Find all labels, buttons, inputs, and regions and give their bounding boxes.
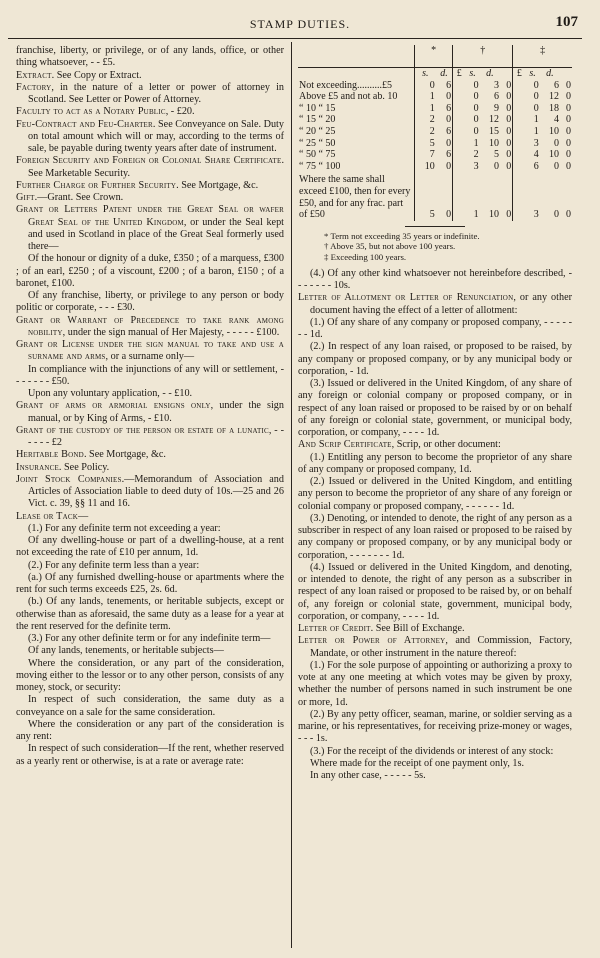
rate-cell (453, 114, 466, 126)
rate-cell: 4 (554, 114, 560, 126)
rate-cell: 0 (506, 79, 512, 91)
left-paragraph: In respect of such consideration, the same duty as a conveyance on a sale for the same consideration. (16, 694, 284, 718)
rate-cell: 0 (554, 209, 560, 221)
left-entry: Faculty to act as a Notary Public, - £20. (16, 106, 195, 118)
rate-cell: 15 (489, 125, 499, 137)
rate-cell: 18 (549, 102, 560, 114)
entry-headword: Heritable Bond (16, 449, 84, 461)
rate-cell (513, 138, 526, 150)
entry-headword: Joint Stock Companies (16, 473, 122, 485)
left-paragraph: Of any franchise, liberty, or privilege to any person or body politic or corporate, - - - £30. (16, 290, 284, 314)
rate-cell: 0 (554, 160, 560, 172)
rate-cell: 0 (446, 160, 452, 172)
left-paragraph: Where the consideration or any part of the consideration is any rent: (16, 718, 284, 742)
left-paragraph: Of the honour or dignity of a duke, £350 ; of a marquess, £300 ; of an earl, £250 ; of a viscount, £200 ; of a baron, £150 ; of a baronet, £100. (16, 253, 284, 289)
notes-rule (405, 226, 465, 227)
entry-headword: Grant or License under the sign manual to take and use a surname and arms (16, 339, 284, 363)
rate-cell: 3 (533, 209, 539, 221)
left-column (16, 45, 284, 768)
rate-cell: 1 (533, 125, 539, 137)
note-double-dagger: ‡ Exceeding 100 years. (324, 251, 407, 262)
rate-cell: 0 (566, 149, 571, 161)
rate-cell: 1 (415, 91, 436, 103)
rate-cell: 5 (494, 149, 499, 161)
entry-headword: Faculty to act as a Notary Public (16, 106, 166, 118)
left-paragraph: (3.) For any other definite term or for any indefinite term— (28, 633, 271, 644)
right-entry: And Scrip Certificate, Scrip, or other document: (298, 439, 501, 451)
rate-cell: 3 (533, 137, 539, 149)
right-entry: Letter or Power of Attorney, and Commission, Factory, Mandate, or other instrument in the nature thereof: (298, 635, 572, 659)
rate-cell: 6 (446, 102, 452, 114)
entry-headword: Gift (16, 192, 35, 203)
rate-cell: 0 (566, 91, 571, 103)
rate-cell: 5 (415, 138, 436, 150)
right-paragraph: (4.) Issued or delivered in the United Kingdom, and denoting, or intended to denote, the right of any person as a subscriber in respect of any loan raised or proposed to be raised by, or on behalf of, any foreign or colonial state, government, municipal body, corporation, or company, - - - - 1d. (298, 561, 572, 622)
row-label: “ 75 “ 100 (299, 160, 341, 172)
rate-cell: 0 (566, 137, 571, 149)
rate-cell (453, 91, 466, 103)
left-entry: Gift.—Grant. See Crown. (16, 192, 124, 203)
header-rule (8, 38, 582, 39)
entry-headword: Feu-Contract and Feu-Charter (16, 118, 153, 130)
rate-cell (513, 103, 526, 115)
right-column (298, 45, 572, 782)
rate-cell: 0 (566, 209, 571, 221)
unit-cell: £ (513, 68, 526, 80)
mark-double-dagger: ‡ (513, 45, 572, 68)
rate-cell: 3 (473, 160, 479, 172)
left-paragraph: In respect of such consideration—If the rent, whether reserved as a yearly rent or otherwise, is at a rate or average rate: (16, 743, 284, 767)
row-label: “ 15 “ 20 (299, 114, 336, 126)
rate-cell: 6 (554, 79, 560, 91)
rate-cell: 0 (554, 137, 560, 149)
rate-cell (513, 172, 526, 220)
entry-headword: And Scrip Certificate (298, 439, 392, 451)
entry-headword: Letter or Power of Attorney (298, 635, 446, 647)
unit-cell: s. (469, 68, 476, 79)
left-entry: Heritable Bond. See Mortgage, &c. (16, 449, 166, 461)
left-entry: Extract. See Copy or Extract. (16, 69, 142, 81)
table-notes (298, 231, 572, 262)
table-row (298, 149, 572, 161)
rate-cell: 0 (506, 125, 512, 137)
right-paragraph: (4.) Of any other kind whatsoever not hereinbefore described, - - - - - - - 10s. (298, 267, 572, 292)
unit-cell: d. (440, 68, 448, 79)
row-label: “ 10 “ 15 (299, 102, 336, 114)
row-label: “ 25 “ 50 (299, 137, 336, 149)
unit-cell: £ (453, 68, 466, 80)
left-entry: Factory, in the nature of a letter or power of attorney in Scotland. See Letter or Power of Attorney. (16, 81, 284, 105)
rate-cell: 6 (446, 149, 452, 161)
left-entry: Further Charge or Further Security. See Mortgage, &c. (16, 179, 259, 191)
rate-cell (453, 138, 466, 150)
rate-cell: 0 (473, 79, 479, 91)
left-paragraph: (1.) For any definite term not exceeding a year: (28, 522, 221, 534)
entry-headword: Letter of Allotment or Letter of Renunciation (298, 292, 514, 304)
rate-cell: 2 (415, 114, 436, 126)
left-paragraph: In compliance with the injunctions of any will or settlement, - - - - - - - £50. (16, 363, 284, 387)
rate-cell: 0 (506, 209, 512, 221)
rate-cell (453, 149, 466, 161)
row-label: Above £5 and not ab. 10 (299, 91, 398, 103)
row-label: “ 20 “ 25 (299, 125, 336, 137)
entry-headword: Lease or Tack (16, 510, 78, 522)
rate-cell: 0 (506, 102, 512, 114)
rate-cell: 0 (533, 79, 539, 91)
rate-cell: 1 (415, 103, 436, 115)
entry-headword: Letter of Credit (298, 623, 371, 635)
table-row (298, 80, 572, 92)
table-row (298, 114, 572, 126)
left-paragraph: Of any dwelling-house or part of a dwelling-house, at a rent not exceeding the rate of £10 per annum, 1d. (16, 535, 284, 559)
rate-cell: 0 (494, 160, 499, 172)
rate-cell: 0 (506, 137, 512, 149)
row-label: “ 50 “ 75 (299, 149, 336, 161)
entry-headword: Grant or Warrant of Precedence to take rank among nobility (16, 314, 284, 338)
rate-cell (513, 149, 526, 161)
left-paragraph: (a.) Of any furnished dwelling-house or apartments where the rent for such terms exceeds £25, 2s. 6d. (16, 571, 284, 595)
column-divider (291, 42, 292, 948)
rate-cell: 0 (473, 114, 479, 126)
rate-cell (453, 172, 466, 220)
rate-cell: 0 (446, 91, 452, 103)
right-paragraph: (2.) By any petty officer, seaman, marine, or soldier serving as a marine, or his representatives, for receiving prize-money or wages, - - - 1s. (298, 708, 572, 745)
left-entry: Joint Stock Companies.—Memorandum of Association and Articles of Association liable to deed duty of 10s.—25 and 26 Vict. c. 39, §§ 11 and 16. (16, 473, 284, 510)
right-paragraph: (2.) In respect of any loan raised, or proposed to be raised, by any company or proposed company, or by any municipal body or corporation, - 1d. (298, 341, 572, 377)
page-number: 107 (555, 14, 578, 30)
entry-headword: Foreign Security and Foreign or Colonial Share Certificate (16, 155, 282, 167)
rate-cell (453, 161, 466, 173)
rate-cell: 0 (506, 114, 512, 126)
right-paragraph: (1.) For the sole purpose of appointing or authorizing a proxy to vote at any one meeting at which votes may be given by proxy, whether the number of persons named in such instrument be one or more, 1d. (298, 659, 572, 708)
rate-cell: 6 (494, 91, 499, 103)
rate-cell (513, 161, 526, 173)
rate-cell: 12 (489, 114, 499, 126)
entry-headword: Grant or Letters Patent under the Great Seal or wafer Great Seal of the United Kingdom (16, 204, 284, 228)
left-paragraph: franchise, liberty, or privilege, or of any lands, office, or other thing whatsoever, - - £5. (16, 45, 284, 69)
running-header (0, 16, 600, 34)
rate-cell: 0 (473, 102, 479, 114)
note-dagger: † Above 35, but not above 100 years. (324, 241, 456, 252)
table-row (298, 91, 572, 103)
left-paragraph: (2.) For any definite term less than a year: (28, 559, 200, 571)
rate-cell: 0 (446, 209, 452, 221)
rate-cell: 2 (473, 149, 479, 161)
entry-headword: Extract (16, 69, 52, 81)
rate-cell: 0 (566, 114, 571, 126)
right-entry: Letter of Allotment or Letter of Renunciation, or any other document having the effect of a letter of allotment: (298, 292, 572, 316)
rate-cell: 0 (473, 125, 479, 137)
rate-cell (513, 91, 526, 103)
rate-cell: 0 (506, 91, 512, 103)
rate-cell: 0 (566, 160, 571, 172)
table-body (298, 80, 572, 221)
rate-cell: 6 (533, 160, 539, 172)
rate-cell: 3 (494, 79, 499, 91)
unit-cell: d. (486, 68, 494, 79)
rate-cell: 10 (549, 125, 560, 137)
rate-cell: 10 (549, 149, 560, 161)
table-row (298, 161, 572, 173)
rate-cell: 12 (549, 91, 560, 103)
rate-cell (453, 103, 466, 115)
rate-cell: 0 (446, 137, 452, 149)
entry-headword: Further Charge or Further Security (16, 179, 177, 191)
entry-headword: Grant of the custody of the person or estate of a lunatic (16, 424, 269, 436)
rate-cell (513, 114, 526, 126)
row-label: Not exceeding..........£5 (299, 79, 393, 91)
mark-star: * (415, 45, 453, 68)
right-paragraph: (3.) Denoting, or intended to denote, the right of any person as a subscriber in respect of any loan raised or proposed to be raised by any company or proposed company, or by any municipal body or corporation, - - - - - - - 1d. (298, 512, 572, 561)
left-entry: Grant of arms or armorial ensigns only, under the sign manual, or by King of Arms, - £10. (16, 400, 284, 424)
rate-cell: 0 (533, 91, 539, 103)
table-mark-row (298, 45, 572, 68)
rate-cell: 1 (473, 137, 479, 149)
rate-cell: 0 (566, 79, 571, 91)
rate-cell: 0 (473, 91, 479, 103)
left-entry: Grant or Letters Patent under the Great Seal or wafer Great Seal of the United Kingdom, or under the Seal kept and used in Scotland in place of the Great Seal formerly used there— (16, 204, 284, 252)
right-paragraph: (1.) Of any share of any company or proposed company, - - - - - - - 1d. (298, 316, 572, 341)
left-entry: Grant of the custody of the person or estate of a lunatic, - - - - - - £2 (16, 424, 284, 448)
left-entry: Grant or License under the sign manual to take and use a surname and arms, or a surname only— (16, 339, 284, 363)
left-paragraph: Where the consideration, or any part of the consideration, moving either to the lessor or to any other person, consists of any money, stock, or security: (16, 657, 284, 693)
note-star: * Term not exceeding 35 years or indefinite. (324, 230, 480, 241)
table-units-row (298, 68, 572, 80)
left-entry: Feu-Contract and Feu-Charter. See Conveyance on Sale. Duty on total amount which will or may, according to the terms of sale, be payable during twenty years after date of instrument. (16, 118, 284, 154)
rate-cell: 6 (446, 125, 452, 137)
rate-cell: 0 (566, 125, 571, 137)
left-entry: Insurance. See Policy. (16, 461, 110, 473)
right-paragraph: (1.) Entitling any person to become the proprietor of any share of any company or proposed company, 1d. (298, 451, 572, 475)
table-row (298, 138, 572, 150)
right-entry: Letter of Credit. See Bill of Exchange. (298, 623, 465, 635)
rate-cell: 0 (446, 114, 452, 126)
mark-dagger: † (453, 45, 513, 68)
right-paragraph: (2.) Issued or delivered in the United Kingdom, and entitling any person to become the proprietor of any share of any foreign or colonial company or proposed company, - - - - - - 1d. (298, 476, 572, 512)
right-column-text (298, 268, 572, 783)
page-title: STAMP DUTIES. (249, 17, 351, 31)
left-entry: Lease or Tack— (16, 510, 89, 522)
rate-cell: 0 (533, 102, 539, 114)
rate-cell (513, 126, 526, 138)
rate-cell: 0 (415, 80, 436, 92)
rate-cell: 10 (489, 209, 499, 221)
rate-cell (513, 80, 526, 92)
left-entry: Grant or Warrant of Precedence to take rank among nobility, under the sign manual of Her Majesty, - - - - - £100. (16, 314, 284, 338)
rate-cell: 7 (415, 149, 436, 161)
table-row (298, 172, 572, 220)
right-paragraph: (3.) Issued or delivered in the United Kingdom, of any share of any foreign or colonial company or proposed company, or in respect of any loan raised or proposed to be raised by or on behalf of any foreign or colonial state, government, or municipal body, corporation, or company, - - - - 1d. (298, 378, 572, 439)
unit-cell: s. (415, 68, 436, 80)
right-paragraph: (3.) For the receipt of the dividends or interest of any stock: (310, 745, 554, 757)
rate-cell (453, 126, 466, 138)
rate-cell: 1 (533, 114, 539, 126)
rate-cell: 0 (506, 160, 512, 172)
left-entry: Foreign Security and Foreign or Colonial Share Certificate. See Marketable Security. (16, 155, 284, 179)
table-row (298, 126, 572, 138)
rate-cell: 4 (533, 149, 539, 161)
rate-cell (453, 80, 466, 92)
unit-cell: d. (546, 68, 554, 79)
unit-cell: s. (529, 68, 536, 79)
table-row (298, 103, 572, 115)
entry-headword: Factory (16, 81, 52, 93)
entry-headword: Grant of arms or armorial ensigns only (16, 400, 211, 412)
rate-cell: 6 (446, 79, 452, 91)
rate-cell: 0 (566, 102, 571, 114)
rate-cell: 5 (415, 172, 436, 220)
lease-rate-table (298, 45, 572, 221)
left-paragraph: (b.) Of any lands, tenements, or heritable subjects, except or otherwise than as aforesaid, the same duty as a lease for a year at the rent reserved for the definite term. (16, 596, 284, 632)
rate-cell: 2 (415, 126, 436, 138)
row-label: Where the same shall exceed £100, then for every £50, and for any frac. part of £50 (299, 174, 411, 221)
rate-cell: 0 (506, 149, 512, 161)
left-paragraph: Of any lands, tenements, or heritable subjects— (28, 645, 224, 657)
left-paragraph: Upon any voluntary application, - - £10. (28, 388, 193, 399)
entry-headword: Insurance (16, 461, 59, 473)
right-paragraph: In any other case, - - - - - 5s. (310, 770, 426, 782)
rate-cell: 1 (473, 209, 479, 221)
right-paragraph: Where made for the receipt of one payment only, 1s. (310, 757, 525, 769)
rate-cell: 10 (489, 137, 499, 149)
rate-cell: 10 (415, 161, 436, 173)
rate-cell: 9 (494, 102, 499, 114)
